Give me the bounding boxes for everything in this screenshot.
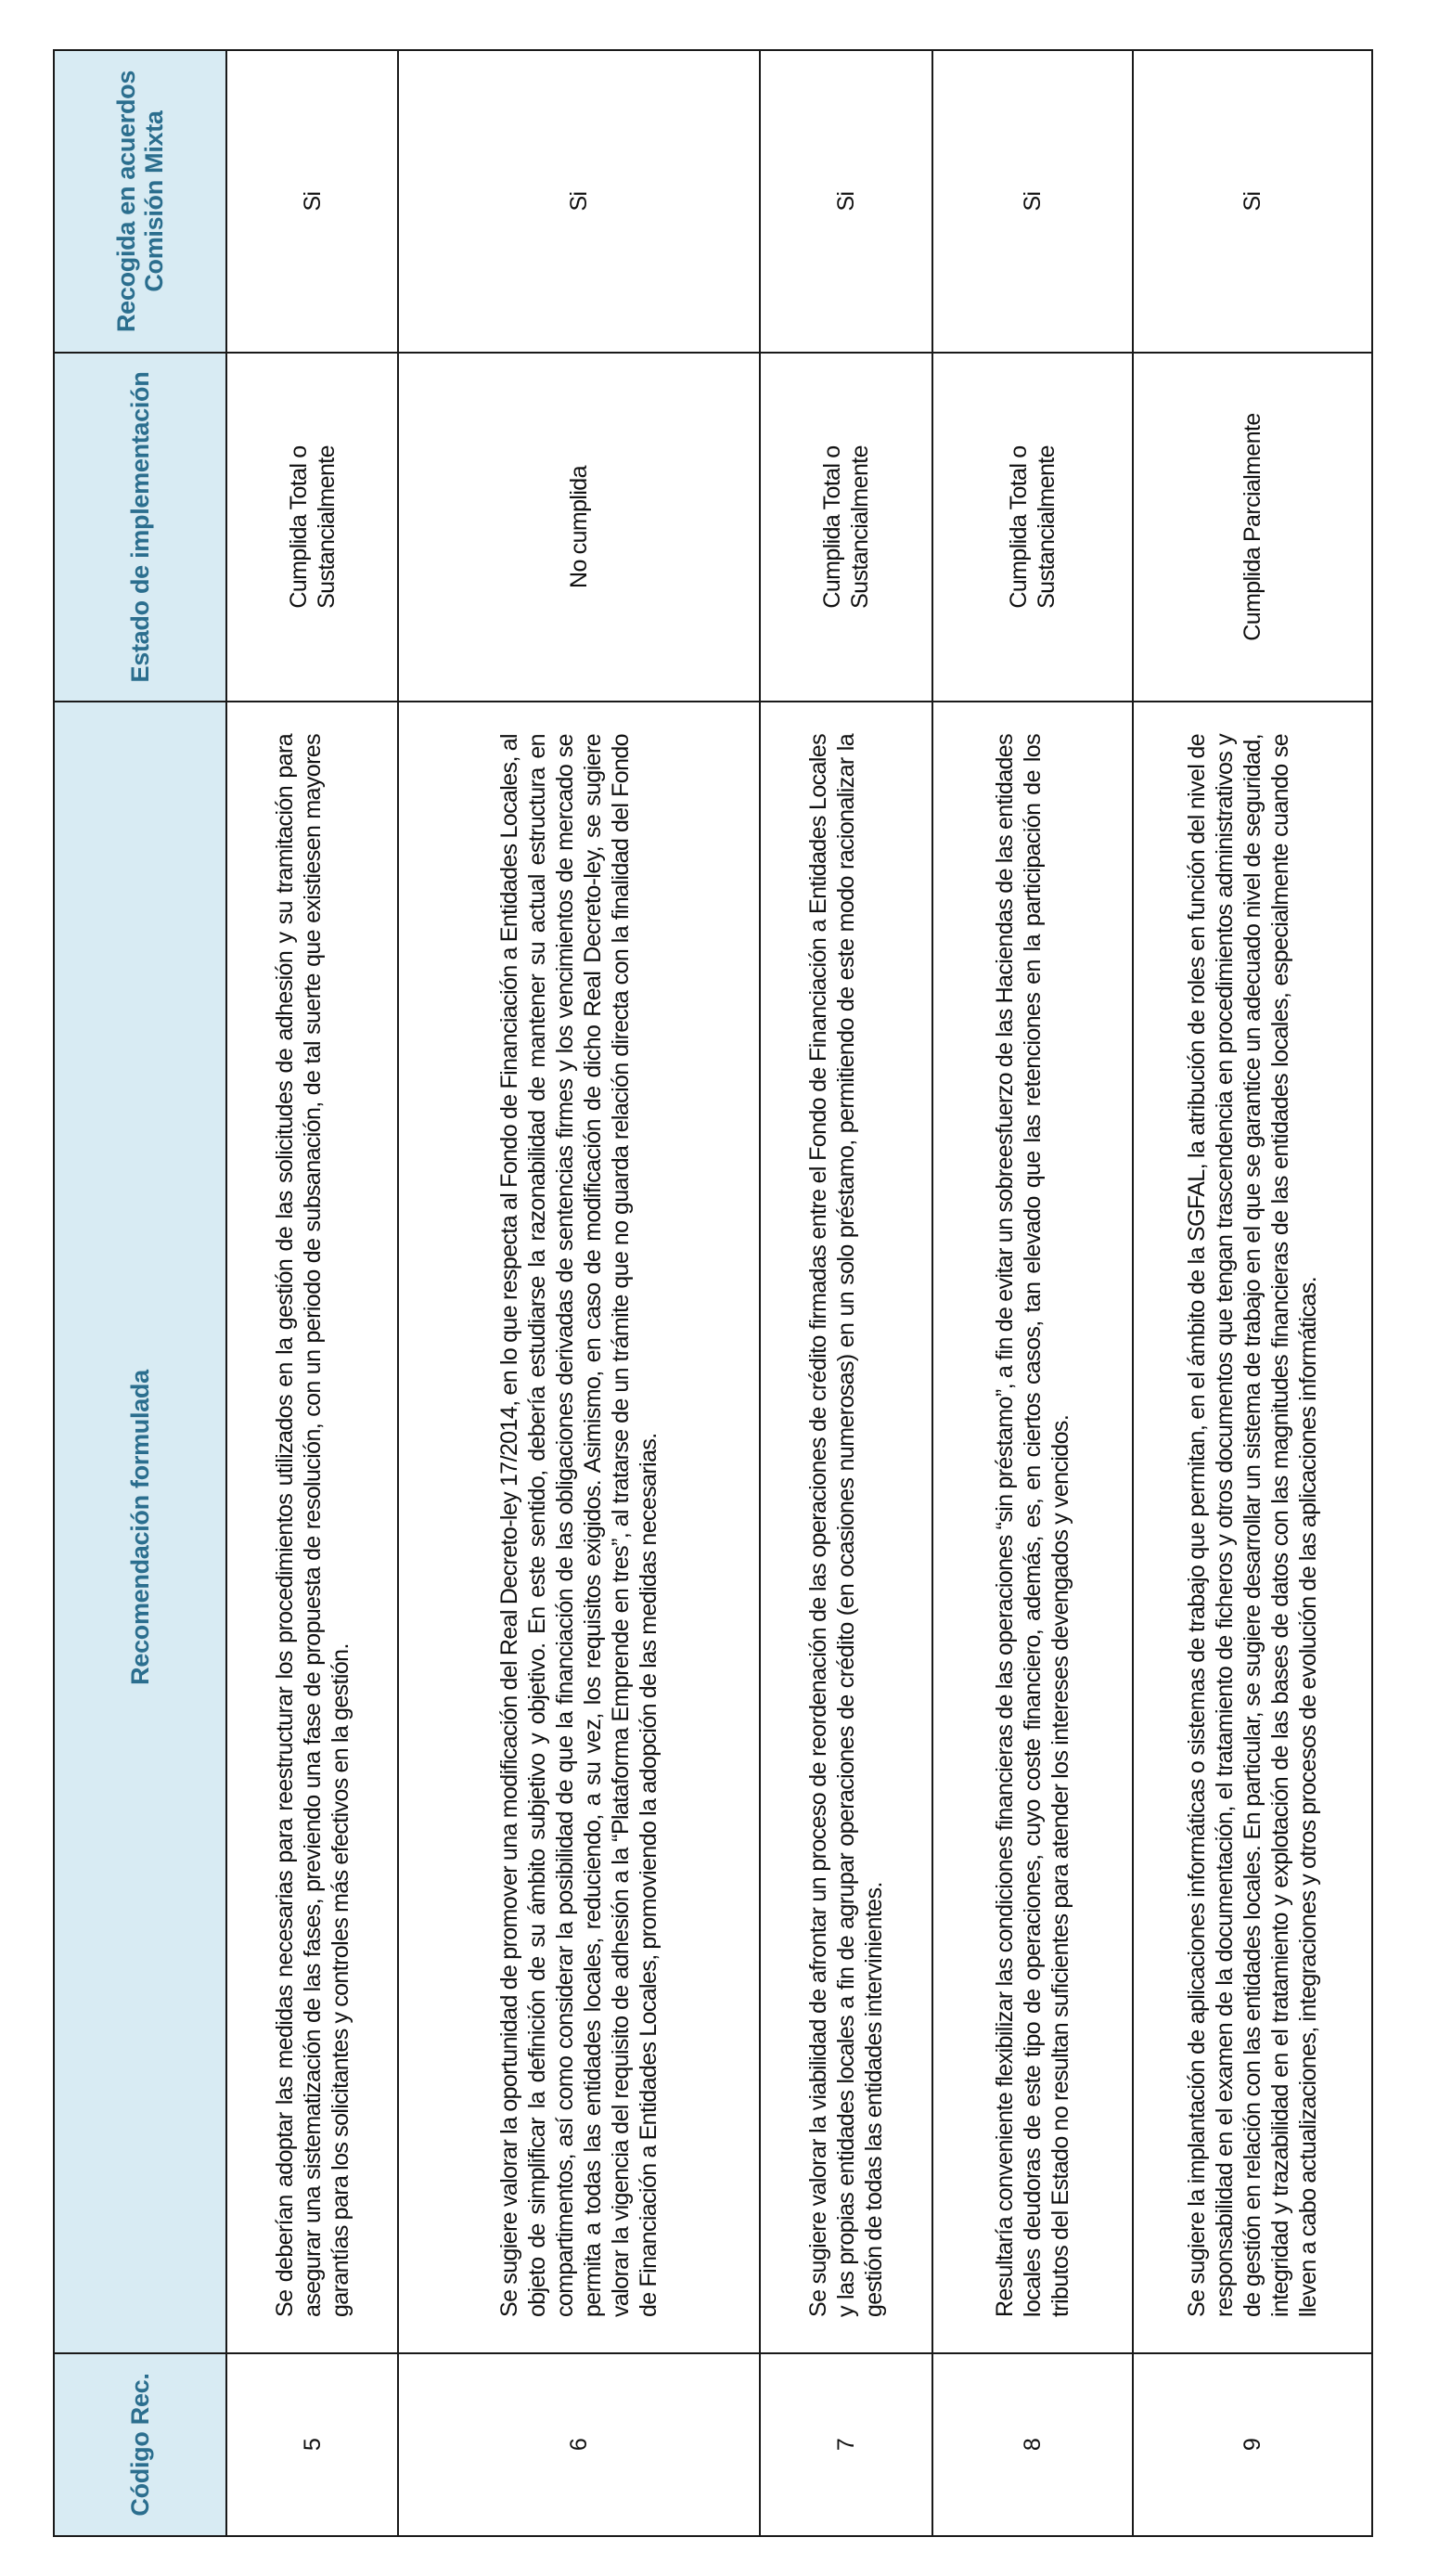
row-code: 5 xyxy=(226,2353,398,2536)
row-recommendation: Se sugiere la implantación de aplicaciones informáticas o sistemas de trabajo que permitan, en el ámbito de la SGFAL, la atribución de roles en función del nivel de responsabilidad en el examen de la documentación, el tratamiento de ficheros y otros documentos que tengan trascendencia en procedimientos administrativos y de gestión en relación con las entidades locales. En particular, se sugiere desarrollar un sistema de trabajo en el que se garantice un adecuado nivel de seguridad, integridad y trazabilidad en el tratamiento y explotación de las bases de datos con las magnitudes financieras de las entidades locales, especialmente cuando se lleven a cabo actualizaciones, integraciones y otros procesos de evolución de las aplicaciones informáticas. xyxy=(1133,702,1372,2353)
row-agreement: Si xyxy=(760,50,932,353)
row-code: 7 xyxy=(760,2353,932,2536)
row-state: Cumplida Total o Sustancialmente xyxy=(932,353,1133,702)
row-recommendation: Se deberían adoptar las medidas necesarias para reestructurar los procedimientos utilizados en la gestión de las solicitudes de adhesión y su tramitación para asegurar una sistematización de las fases, previendo una fase de propuesta de resolución, con un periodo de subsanación, de tal suerte que existiesen mayores garantías para los solicitantes y controles más efectivos en la gestión. xyxy=(226,702,398,2353)
row-agreement: Si xyxy=(226,50,398,353)
header-code: Código Rec. xyxy=(54,2353,226,2536)
row-code: 8 xyxy=(932,2353,1133,2536)
header-agreement: Recogida en acuerdos Comisión Mixta xyxy=(54,50,226,353)
recommendations-table xyxy=(53,49,1373,2537)
header-recommendation: Recomendación formulada xyxy=(54,702,226,2353)
row-state: Cumplida Total o Sustancialmente xyxy=(226,353,398,702)
row-state: Cumplida Total o Sustancialmente xyxy=(760,353,932,702)
row-state: No cumplida xyxy=(398,353,760,702)
table-header-row xyxy=(54,50,226,2536)
row-agreement: Si xyxy=(932,50,1133,353)
row-recommendation: Se sugiere valorar la viabilidad de afrontar un proceso de reordenación de las operaciones de crédito firmadas entre el Fondo de Financiación a Entidades Locales y las propias entidades locales a fin de agrupar operaciones de crédito (en ocasiones numerosas) en un solo préstamo, permitiendo de este modo racionalizar la gestión de todas las entidades intervinientes. xyxy=(760,702,932,2353)
table-row xyxy=(226,50,398,2536)
row-code: 9 xyxy=(1133,2353,1372,2536)
table-row xyxy=(760,50,932,2536)
row-recommendation: Resultaría conveniente flexibilizar las condiciones financieras de las operaciones “sin préstamo”, a fin de evitar un sobreesfuerzo de las Haciendas de las entidades locales deudoras de este tipo de operaciones, cuyo coste financiero, además, es, en ciertos casos, tan elevado que las retenciones en la participación de los tributos del Estado no resultan suficientes para atender los intereses devengados y vencidos. xyxy=(932,702,1133,2353)
table-row xyxy=(1133,50,1372,2536)
row-recommendation: Se sugiere valorar la oportunidad de promover una modificación del Real Decreto-ley 17/2014, en lo que respecta al Fondo de Financiación a Entidades Locales, al objeto de simplificar la definición de su ámbito subjetivo y objetivo. En este sentido, debería estudiarse la razonabilidad de mantener su actual estructura en compartimentos, así como considerar la posibilidad de que la financiación de las obligaciones derivadas de sentencias firmes y los vencimientos de mercado se permita a todas las entidades locales, reduciendo, a su vez, los requisitos exigidos. Asimismo, en caso de modificación de dicho Real Decreto-ley, se sugiere valorar la vigencia del requisito de adhesión a la “Plataforma Emprende en tres”, al tratarse de un trámite que no guarda relación directa con la finalidad del Fondo de Financiación a Entidades Locales, promoviendo la adopción de las medidas necesarias. xyxy=(398,702,760,2353)
row-state: Cumplida Parcialmente xyxy=(1133,353,1372,702)
header-state: Estado de implementación xyxy=(54,353,226,702)
row-code: 6 xyxy=(398,2353,760,2536)
table-row xyxy=(932,50,1133,2536)
row-agreement: Si xyxy=(398,50,760,353)
table-row xyxy=(398,50,760,2536)
row-agreement: Si xyxy=(1133,50,1372,353)
